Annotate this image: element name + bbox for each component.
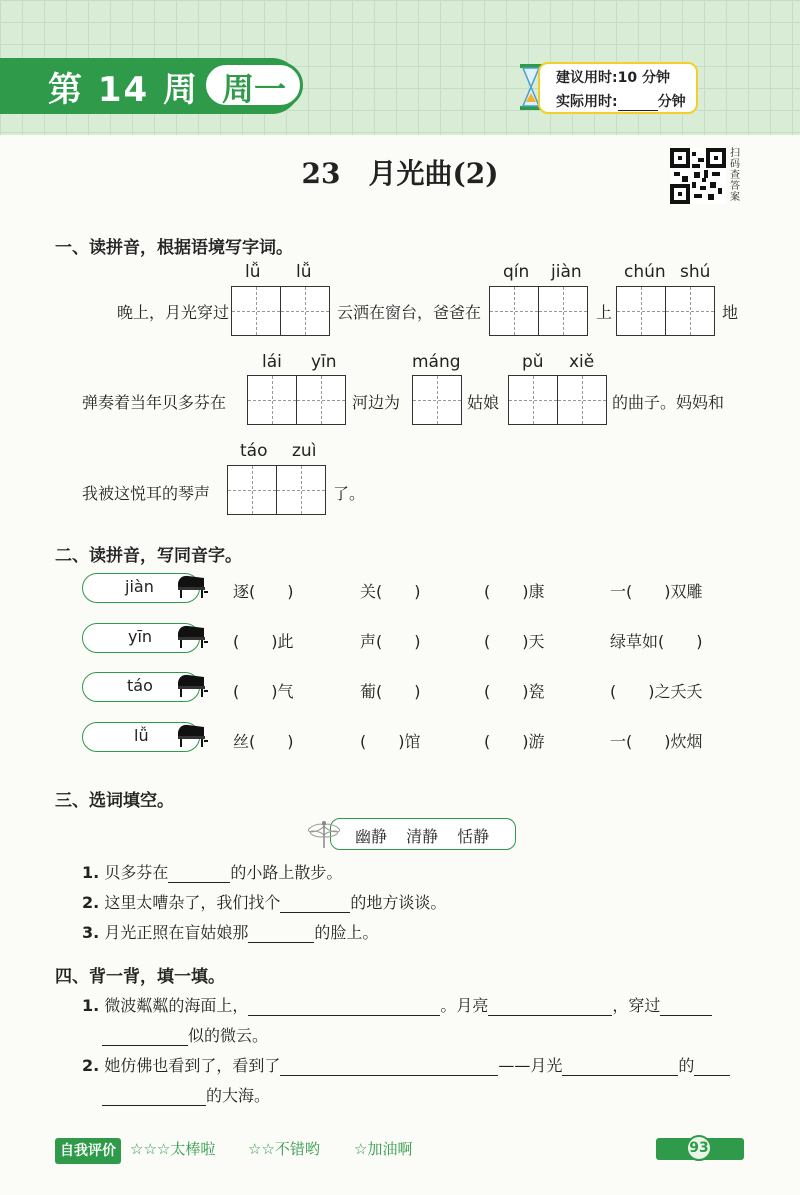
answer-blank[interactable] <box>248 1001 440 1016</box>
writing-boxes[interactable] <box>508 375 607 425</box>
rating-try[interactable]: ☆加油啊 <box>354 1140 413 1158</box>
actual-time: 实际用时: 分钟 <box>556 94 686 110</box>
week-label: 第 14 周 <box>48 70 199 110</box>
sentence-text: 河边为 <box>352 393 401 412</box>
actual-time-blank[interactable] <box>618 96 658 111</box>
answer-blank[interactable] <box>102 1091 206 1106</box>
blank-item[interactable]: 一( )双雕 <box>610 582 703 601</box>
answer-blank[interactable] <box>102 1031 188 1046</box>
sentence-text: 弹奏着当年贝多芬在 <box>82 393 227 412</box>
section4-heading: 四、背一背，填一填。 <box>55 967 225 987</box>
blank-item[interactable]: 关( ) <box>360 582 421 601</box>
tag-pinyin: yīn <box>128 627 153 646</box>
tag-pinyin: lǚ <box>134 726 149 745</box>
pinyin: jiàn <box>551 262 582 282</box>
blank-item[interactable]: 声( ) <box>360 632 421 651</box>
blank-item[interactable]: ( )此 <box>233 632 294 651</box>
qr-label: 扫码查答案 <box>730 148 740 203</box>
blank-item[interactable]: ( )之夭夭 <box>610 682 703 701</box>
question-1: 1. 贝多芬在 的小路上散步。 <box>82 863 343 882</box>
piano-icon <box>176 722 208 748</box>
pinyin: xiě <box>569 352 595 372</box>
pinyin: táo <box>240 441 268 461</box>
recite-1-line2: 似的微云。 <box>102 1023 268 1046</box>
tag-pinyin: jiàn <box>125 577 154 596</box>
question-2: 2. 这里太嘈杂了，我们找个 的地方谈谈。 <box>82 893 447 912</box>
pinyin: lǚ <box>296 262 312 282</box>
blank-item[interactable]: ( )游 <box>484 732 545 751</box>
section2-heading: 二、读拼音，写同音字。 <box>55 546 242 566</box>
answer-blank[interactable] <box>280 898 350 913</box>
sentence-text: 了。 <box>333 484 366 503</box>
suggested-time: 建议用时:10 分钟 <box>556 70 670 86</box>
dragonfly-icon <box>306 818 342 850</box>
sentence-text: 地 <box>722 303 739 322</box>
sentence-text: 的曲子。妈妈和 <box>612 393 725 412</box>
answer-blank[interactable] <box>168 868 230 883</box>
pinyin: lái <box>262 352 282 372</box>
pinyin: máng <box>412 352 461 372</box>
pinyin: yīn <box>311 352 337 372</box>
pinyin: qín <box>503 262 530 282</box>
lesson-title: 23 月光曲(2) <box>301 157 499 190</box>
pinyin: pǔ <box>522 352 544 372</box>
page-number: 93 <box>686 1135 712 1161</box>
qr-code-icon[interactable] <box>670 148 726 204</box>
recite-1-line1: 1. 微波粼粼的海面上， 。月亮 ，穿过 <box>82 993 712 1016</box>
blank-item[interactable]: ( )馆 <box>360 732 421 751</box>
section3-heading: 三、选词填空。 <box>55 791 174 811</box>
blank-item[interactable]: 逐( ) <box>233 582 294 601</box>
writing-boxes[interactable] <box>489 286 588 336</box>
blank-item[interactable]: 葡( ) <box>360 682 421 701</box>
blank-item[interactable]: ( )天 <box>484 632 545 651</box>
blank-item[interactable]: 绿草如( ) <box>610 632 703 651</box>
self-eval-label: 自我评价 <box>55 1138 121 1164</box>
sentence-text: 上 <box>596 303 613 322</box>
rating-excellent[interactable]: ☆☆☆太棒啦 <box>130 1140 216 1158</box>
answer-blank[interactable] <box>248 928 314 943</box>
recite-2-line1: 2. 她仿佛也看到了，看到了 ——月光 的 <box>82 1053 730 1076</box>
question-3: 3. 月光正照在盲姑娘那 的脸上。 <box>82 923 379 942</box>
blank-item[interactable]: ( )康 <box>484 582 545 601</box>
writing-boxes[interactable] <box>616 286 715 336</box>
blank-item[interactable]: ( )气 <box>233 682 294 701</box>
pinyin: chún <box>624 262 666 282</box>
rating-good[interactable]: ☆☆不错哟 <box>248 1140 320 1158</box>
pinyin: shú <box>680 262 711 282</box>
pinyin: lǚ <box>245 262 261 282</box>
blank-item[interactable]: ( )瓷 <box>484 682 545 701</box>
sentence-text: 云洒在窗台，爸爸在 <box>337 303 482 322</box>
sentence-text: 姑娘 <box>467 393 500 412</box>
day-label: 周一 <box>222 70 287 108</box>
sentence-text: 晚上，月光穿过 <box>117 303 230 322</box>
writing-boxes[interactable] <box>247 375 346 425</box>
piano-icon <box>176 623 208 649</box>
section1-heading: 一、读拼音，根据语境写字词。 <box>55 238 293 258</box>
pinyin: zuì <box>292 441 317 461</box>
recite-2-line2: 的大海。 <box>102 1083 270 1106</box>
answer-blank[interactable] <box>562 1061 678 1076</box>
blank-item[interactable]: 丝( ) <box>233 732 294 751</box>
writing-boxes[interactable] <box>231 286 330 336</box>
tag-pinyin: táo <box>127 676 153 695</box>
piano-icon <box>176 573 208 599</box>
sentence-text: 我被这悦耳的琴声 <box>82 484 211 503</box>
answer-blank[interactable] <box>660 1001 712 1016</box>
writing-boxes[interactable] <box>412 375 462 425</box>
answer-blank[interactable] <box>694 1061 730 1076</box>
answer-blank[interactable] <box>488 1001 612 1016</box>
word-options: 幽静 清静 恬静 <box>355 827 490 846</box>
blank-item[interactable]: 一( )炊烟 <box>610 732 703 751</box>
answer-blank[interactable] <box>280 1061 498 1076</box>
piano-icon <box>176 672 208 698</box>
writing-boxes[interactable] <box>227 465 326 515</box>
